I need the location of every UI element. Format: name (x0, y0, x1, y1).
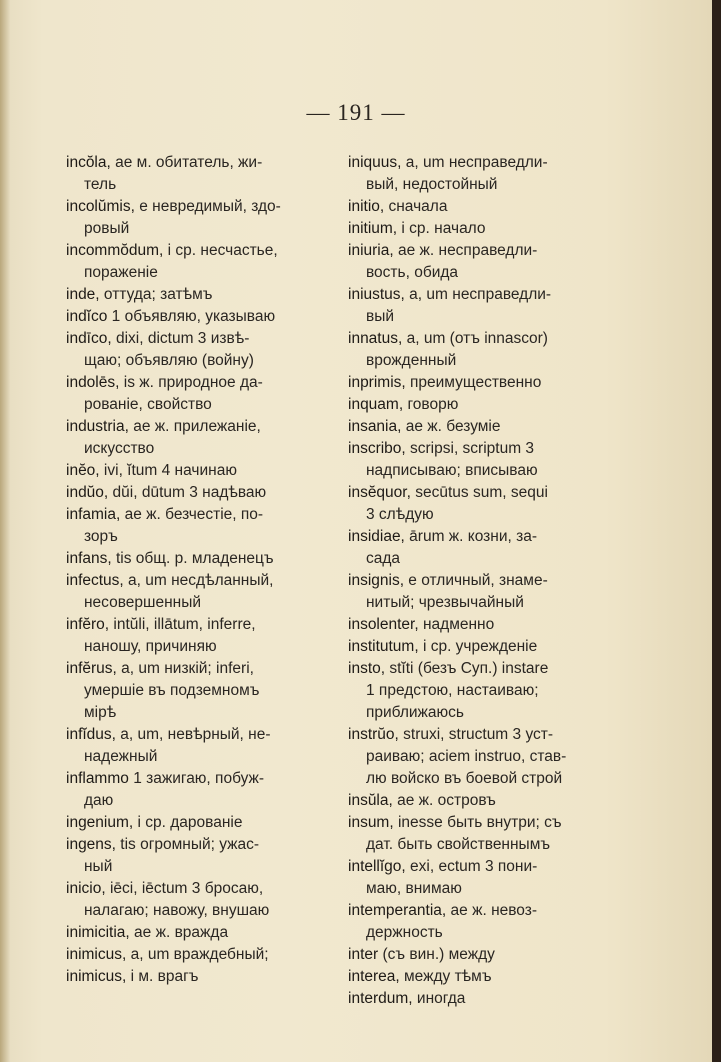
entry-definition: 1 зажигаю, побуж- (128, 770, 265, 787)
entry-headword: iniquus, (348, 154, 402, 171)
entry-headword: insania, (348, 418, 402, 435)
entry-definition: преимущественно (405, 374, 542, 391)
entry-headword: iniustus, (348, 286, 405, 303)
entry-definition: ae м. обитатель, жи- (110, 154, 263, 171)
dictionary-entry (348, 724, 618, 790)
entry-continuation: держность (366, 924, 443, 941)
entry-definition: intŭli, illātum, inferre, (109, 616, 256, 633)
dictionary-entry (348, 966, 618, 988)
entry-definition: i ср. учрежденіе (418, 638, 538, 655)
entry-continuation: тель (84, 176, 117, 193)
entry-definition: между тѣмъ (399, 968, 492, 985)
entry-definition: ae ж. безчестіе, по- (120, 506, 264, 523)
dictionary-entry (348, 328, 618, 372)
dictionary-entry (348, 152, 618, 196)
entry-headword: inflammo (66, 770, 129, 787)
entry-headword: innatus, (348, 330, 403, 347)
dictionary-entry (348, 988, 618, 1010)
dictionary-entry (66, 966, 336, 988)
entry-headword: insum, (348, 814, 394, 831)
entry-definition: tis общ. р. младенецъ (111, 550, 274, 567)
entry-headword: incommŏdum, (66, 242, 164, 259)
entry-definition: ivi, ĭtum 4 начинаю (99, 462, 237, 479)
dictionary-entry (66, 504, 336, 548)
entry-headword: inter (348, 946, 379, 963)
entry-definition: ae ж. островъ (392, 792, 496, 809)
entry-headword: inprimis, (348, 374, 406, 391)
entry-headword: initium, (348, 220, 398, 237)
page-number: — 191 — (306, 100, 406, 125)
entry-headword: infĕrus, (66, 660, 117, 677)
entry-definition: secūtus sum, sequi (410, 484, 548, 501)
entry-headword: incolŭmis, (66, 198, 135, 215)
dictionary-entry (348, 394, 618, 416)
entry-headword: inimicus, (66, 968, 127, 985)
entry-definition: ae ж. прилежаніе, (128, 418, 261, 435)
entry-continuation: надежный (84, 748, 158, 765)
entry-definition: dixi, dictum 3 извѣ- (111, 330, 250, 347)
entry-definition: сначала (384, 198, 448, 215)
entry-definition: i ср. дарованіе (133, 814, 243, 831)
dictionary-entry (348, 856, 618, 900)
entry-definition: inesse быть внутри; съ (393, 814, 562, 831)
entry-definition: scripsi, scriptum 3 (405, 440, 535, 457)
entry-definition: a, um низкій; inferi, (116, 660, 254, 677)
entry-definition: 1 объявляю, указываю (107, 308, 276, 325)
entry-headword: insignis, (348, 572, 404, 589)
entry-headword: intemperantia, (348, 902, 447, 919)
entry-continuation: лю войско въ боевой строй (366, 770, 563, 787)
entry-headword: interdum, (348, 990, 413, 1007)
entry-continuation: зоръ (84, 528, 118, 545)
entry-continuation: сада (366, 550, 401, 567)
dictionary-entry (348, 658, 618, 724)
dictionary-entry (66, 724, 336, 768)
dictionary-entry (66, 460, 336, 482)
entry-headword: infĕro, (66, 616, 110, 633)
dictionary-entry (348, 812, 618, 856)
entry-headword: inde, (66, 286, 100, 303)
entry-continuation: несовершенный (84, 594, 201, 611)
entry-definition: dŭi, dūtum 3 надѣваю (108, 484, 267, 501)
dictionary-entry (348, 372, 618, 394)
dictionary-entry (66, 614, 336, 658)
dictionary-entry (66, 812, 336, 834)
entry-headword: inĕo, (66, 462, 100, 479)
entry-headword: initio, (348, 198, 385, 215)
entry-definition: i ср. несчастье, (163, 242, 278, 259)
dictionary-entry (66, 768, 336, 812)
entry-definition: a, um враждебный; (126, 946, 269, 963)
entry-headword: indĭco (66, 308, 108, 325)
entry-headword: infans, (66, 550, 112, 567)
dictionary-entry (348, 416, 618, 438)
dictionary-entry (348, 526, 618, 570)
entry-definition: i ср. начало (397, 220, 486, 237)
dictionary-entry (348, 790, 618, 812)
entry-definition: i м. врагъ (126, 968, 199, 985)
dictionary-entry (348, 218, 618, 240)
entry-continuation: вый, недостойный (366, 176, 498, 193)
entry-definition: ae ж. несправедли- (393, 242, 538, 259)
dictionary-entry (66, 196, 336, 240)
entry-continuation: рованіе, свойство (84, 396, 212, 413)
entry-continuation: искусство (84, 440, 155, 457)
dictionary-entry (66, 152, 336, 196)
dictionary-entry (66, 372, 336, 416)
entry-definition: e невредимый, здо- (134, 198, 281, 215)
entry-definition: iēci, iēctum 3 бросаю, (105, 880, 264, 897)
entry-definition: ae ж. невоз- (446, 902, 538, 919)
dictionary-entry (66, 658, 336, 724)
entry-continuation: вый (366, 308, 395, 325)
entry-definition: stĭti (безъ Суп.) instare (385, 660, 549, 677)
entry-headword: ingens, (66, 836, 116, 853)
right-column (348, 152, 618, 1010)
entry-headword: insĕquor, (348, 484, 411, 501)
dictionary-entry (66, 328, 336, 372)
dictionary-entry (66, 416, 336, 460)
entry-continuation: мірѣ (84, 704, 117, 721)
dictionary-entry (66, 944, 336, 966)
entry-continuation: ный (84, 858, 113, 875)
entry-continuation: врожденный (366, 352, 457, 369)
entry-definition: говорю (403, 396, 459, 413)
entry-continuation: раиваю; aciem instruo, став- (366, 748, 567, 765)
entry-continuation: приближаюсь (366, 704, 464, 721)
dictionary-entry (348, 196, 618, 218)
entry-headword: insto, (348, 660, 386, 677)
entry-continuation: ровый (84, 220, 130, 237)
entry-headword: indŭo, (66, 484, 109, 501)
entry-headword: industria, (66, 418, 129, 435)
entry-continuation: 3 слѣдую (366, 506, 434, 523)
entry-headword: incŏla, (66, 154, 111, 171)
entry-definition: a, um несправедли- (401, 154, 548, 171)
entry-definition: (съ вин.) между (378, 946, 495, 963)
entry-definition: a, um (отъ innascor) (402, 330, 548, 347)
entry-continuation: умершіе въ подземномъ (84, 682, 260, 699)
dictionary-entry (348, 944, 618, 966)
left-column (66, 152, 336, 988)
dictionary-entry (66, 548, 336, 570)
dictionary-entry (66, 834, 336, 878)
entry-headword: indolēs, (66, 374, 120, 391)
dictionary-entry (66, 922, 336, 944)
entry-definition: exi, ectum 3 пони- (405, 858, 538, 875)
entry-definition: ārum ж. козни, за- (404, 528, 538, 545)
dictionary-entry (348, 284, 618, 328)
entry-definition: a, um несправедли- (404, 286, 552, 303)
dictionary-entry (348, 900, 618, 944)
dictionary-entry (66, 570, 336, 614)
entry-definition: tis огромный; ужас- (115, 836, 260, 853)
entry-headword: infamia, (66, 506, 121, 523)
dictionary-entry (66, 240, 336, 284)
entry-headword: insŭla, (348, 792, 393, 809)
entry-continuation: надписываю; вписываю (366, 462, 538, 479)
entry-headword: interea, (348, 968, 400, 985)
entry-continuation: щаю; объявляю (войну) (84, 352, 254, 369)
entry-headword: infĭdus, (66, 726, 116, 743)
entry-continuation: вость, обида (366, 264, 459, 281)
dictionary-entry (66, 482, 336, 504)
entry-continuation: даю (84, 792, 114, 809)
dictionary-entry (348, 240, 618, 284)
entry-continuation: наношу, причиняю (84, 638, 217, 655)
entry-headword: insolenter, (348, 616, 419, 633)
entry-headword: insidiae, (348, 528, 405, 545)
page-edge-shadow (0, 0, 10, 1062)
entry-headword: inicio, (66, 880, 106, 897)
entry-headword: infectus, (66, 572, 124, 589)
entry-headword: instrŭo, (348, 726, 399, 743)
dictionary-entry (348, 438, 618, 482)
entry-definition: оттуда; затѣмъ (99, 286, 213, 303)
entry-headword: inscribo, (348, 440, 406, 457)
entry-continuation: дат. быть свойственнымъ (366, 836, 551, 853)
entry-definition: e отличный, знаме- (404, 572, 548, 589)
entry-definition: a, um, невѣрный, не- (115, 726, 271, 743)
entry-continuation: налагаю; навожу, внушаю (84, 902, 270, 919)
entry-definition: надменно (418, 616, 495, 633)
entry-definition: struxi, structum 3 уст- (398, 726, 554, 743)
entry-continuation: нитый; чрезвычайный (366, 594, 524, 611)
entry-headword: ingenium, (66, 814, 134, 831)
entry-continuation: пораженіе (84, 264, 158, 281)
entry-headword: inimicitia, (66, 924, 130, 941)
entry-headword: inquam, (348, 396, 404, 413)
dictionary-entry (66, 284, 336, 306)
dictionary-entry (348, 570, 618, 614)
dictionary-entry (66, 878, 336, 922)
entry-continuation: маю, внимаю (366, 880, 462, 897)
entry-continuation: 1 предстою, настаиваю; (366, 682, 539, 699)
entry-definition: иногда (412, 990, 466, 1007)
entry-definition: is ж. природное да- (119, 374, 263, 391)
dictionary-entry (348, 636, 618, 658)
dictionary-entry (348, 482, 618, 526)
entry-headword: institutum, (348, 638, 419, 655)
entry-definition: ae ж. безуміе (401, 418, 501, 435)
entry-headword: intellĭgo, (348, 858, 406, 875)
entry-definition: a, um несдѣланный, (123, 572, 274, 589)
dictionary-entry (348, 614, 618, 636)
entry-headword: inimicus, (66, 946, 127, 963)
dictionary-entry (66, 306, 336, 328)
entry-headword: indīco, (66, 330, 112, 347)
entry-headword: iniuria, (348, 242, 394, 259)
entry-definition: ae ж. вражда (129, 924, 229, 941)
